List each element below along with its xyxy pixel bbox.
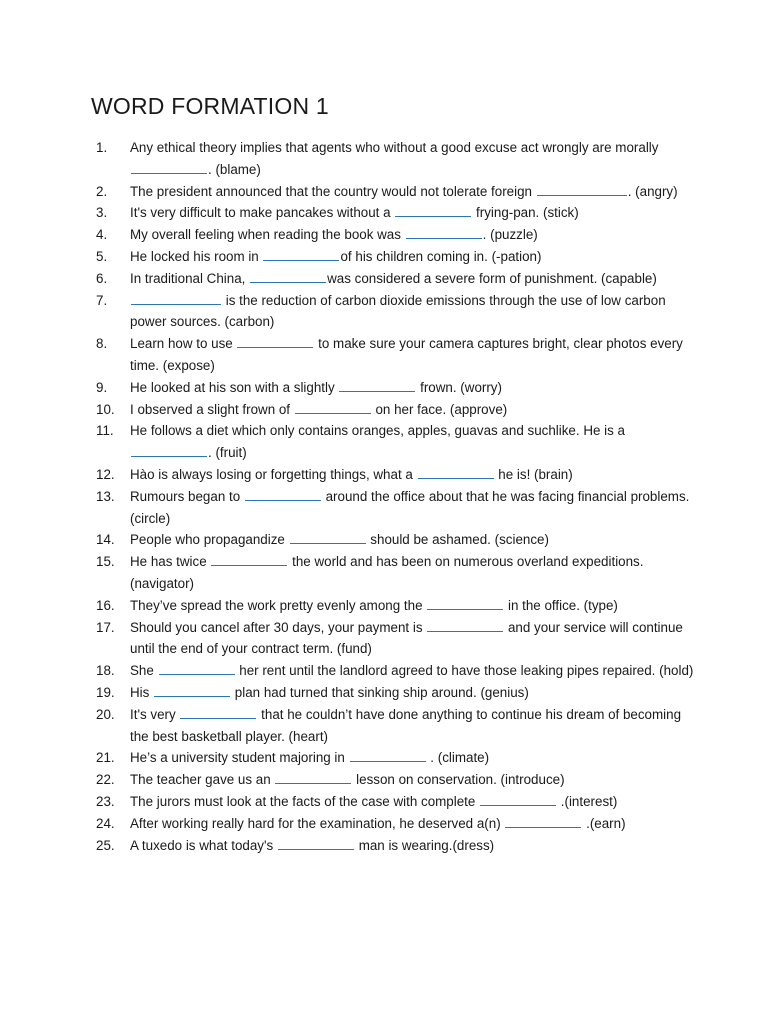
item-number: 19.: [96, 684, 115, 700]
exercise-item: [96, 835, 696, 857]
answer-blank[interactable]: [339, 378, 415, 392]
exercise-item: [96, 202, 696, 224]
answer-blank[interactable]: [505, 814, 581, 828]
exercise-list: [96, 137, 696, 856]
sentence-after-blank: around the office about that he was facing financial problems. (circle): [130, 488, 690, 526]
answer-blank[interactable]: [427, 618, 503, 632]
exercise-item: [96, 747, 696, 769]
item-text: [130, 420, 696, 464]
item-text: [130, 486, 696, 530]
sentence-after-blank: .(interest): [557, 793, 618, 809]
sentence-after-blank: frown. (worry): [416, 379, 502, 395]
sentence-before-blank: He follows a diet which only contains oranges, apples, guavas and suchlike. He is a: [130, 423, 625, 439]
item-number: 20.: [96, 706, 115, 722]
sentence-after-blank: . (angry): [627, 183, 678, 199]
item-number: 23.: [96, 793, 115, 809]
sentence-after-blank: and your service will continue until the end of your contract term. (fund): [130, 619, 683, 657]
answer-blank[interactable]: [131, 443, 207, 457]
exercise-item: [96, 791, 696, 813]
item-text: [130, 224, 696, 246]
sentence-before-blank: The teacher gave us an: [130, 772, 275, 788]
sentence-before-blank: He locked his room in: [130, 248, 263, 264]
item-number: 17.: [96, 619, 115, 635]
sentence-after-blank: her rent until the landlord agreed to have those leaking pipes repaired. (hold): [235, 663, 694, 679]
answer-blank[interactable]: [295, 400, 371, 414]
exercise-item: [96, 333, 696, 377]
item-text: [130, 791, 696, 813]
item-text: [130, 595, 696, 617]
exercise-item: [96, 377, 696, 399]
exercise-item: [96, 486, 696, 530]
item-text: [130, 377, 696, 399]
sentence-before-blank: The jurors must look at the facts of the case with complete: [130, 793, 480, 809]
sentence-after-blank: was considered a severe form of punishment. (capable): [327, 270, 657, 286]
item-number: 14.: [96, 532, 115, 548]
sentence-after-blank: . (puzzle): [482, 227, 538, 243]
exercise-item: [96, 399, 696, 421]
item-number: 4.: [96, 227, 108, 243]
exercise-item: [96, 290, 696, 334]
item-text: [130, 399, 696, 421]
item-number: 7.: [96, 292, 108, 308]
item-text: [130, 268, 696, 290]
item-number: 1.: [96, 140, 108, 155]
answer-blank[interactable]: [245, 487, 321, 501]
item-text: [130, 181, 696, 203]
exercise-item: [96, 181, 696, 203]
item-text: [130, 682, 696, 704]
sentence-after-blank: . (blame): [208, 161, 261, 177]
sentence-before-blank: Any ethical theory implies that agents who without a good excuse act wrongly are morally: [130, 140, 659, 155]
sentence-after-blank: . (climate): [426, 750, 490, 766]
item-text: [130, 617, 696, 661]
item-text: [130, 333, 696, 377]
answer-blank[interactable]: [131, 291, 221, 305]
item-number: 25.: [96, 837, 115, 853]
item-number: 2.: [96, 183, 108, 199]
answer-blank[interactable]: [350, 748, 426, 762]
sentence-before-blank: She: [130, 663, 158, 679]
sentence-after-blank: in the office. (type): [504, 597, 618, 613]
sentence-before-blank: Learn how to use: [130, 336, 237, 352]
item-number: 12.: [96, 466, 115, 482]
item-text: [130, 529, 696, 551]
answer-blank[interactable]: [418, 465, 494, 479]
exercise-item: [96, 660, 696, 682]
sentence-after-blank: on her face. (approve): [371, 401, 508, 417]
sentence-before-blank: In traditional China,: [130, 270, 250, 286]
answer-blank[interactable]: [131, 160, 207, 174]
item-text: [130, 551, 696, 595]
sentence-after-blank: he is! (brain): [494, 466, 573, 482]
sentence-before-blank: He looked at his son with a slightly: [130, 379, 339, 395]
sentence-after-blank: man is wearing.(dress): [354, 837, 495, 853]
item-text: [130, 835, 696, 857]
sentence-before-blank: My overall feeling when reading the book was: [130, 227, 405, 243]
item-text: [130, 202, 696, 224]
exercise-item: [96, 595, 696, 617]
answer-blank[interactable]: [159, 661, 235, 675]
sentence-before-blank: It's very: [130, 706, 180, 722]
page-title: WORD FORMATION 1: [91, 93, 329, 119]
sentence-before-blank: He’s a university student majoring in: [130, 750, 349, 766]
answer-blank[interactable]: [237, 334, 313, 348]
answer-blank[interactable]: [406, 225, 482, 239]
item-number: 6.: [96, 270, 108, 286]
answer-blank[interactable]: [250, 269, 326, 283]
exercise-item: [96, 617, 696, 661]
item-number: 21.: [96, 750, 115, 766]
sentence-after-blank: lesson on conservation. (introduce): [352, 772, 565, 788]
sentence-after-blank: plan had turned that sinking ship around. (genius): [231, 684, 529, 700]
sentence-before-blank: His: [130, 684, 154, 700]
item-number: 22.: [96, 772, 115, 788]
exercise-item: [96, 137, 696, 181]
item-number: 10.: [96, 401, 115, 417]
sentence-after-blank: the world and has been on numerous overland expeditions. (navigator): [130, 554, 644, 591]
exercise-item: [96, 246, 696, 268]
exercise-item: [96, 704, 696, 748]
exercise-item: [96, 813, 696, 835]
sentence-before-blank: I observed a slight frown of: [130, 401, 294, 417]
sentence-after-blank: . (fruit): [208, 445, 247, 461]
item-number: 24.: [96, 815, 115, 831]
answer-blank[interactable]: [263, 247, 339, 261]
exercise-item: [96, 551, 696, 595]
answer-blank[interactable]: [395, 203, 471, 217]
item-number: 3.: [96, 205, 108, 221]
sentence-before-blank: He has twice: [130, 554, 211, 570]
sentence-before-blank: Rumours began to: [130, 488, 244, 504]
exercise-item: [96, 268, 696, 290]
item-number: 13.: [96, 488, 115, 504]
item-text: [130, 769, 696, 791]
sentence-after-blank: should be ashamed. (science): [366, 532, 549, 548]
sentence-after-blank: .(earn): [582, 815, 626, 831]
exercise-item: [96, 682, 696, 704]
sentence-after-blank: frying-pan. (stick): [472, 205, 579, 221]
sentence-before-blank: They’ve spread the work pretty evenly among the: [130, 597, 427, 613]
item-text: [130, 464, 696, 486]
exercise-item: [96, 464, 696, 486]
item-text: [130, 813, 696, 835]
exercise-item: [96, 420, 696, 464]
sentence-after-blank: to make sure your camera captures bright, clear photos every time. (expose): [130, 336, 683, 373]
item-number: 8.: [96, 336, 108, 352]
item-number: 11.: [96, 423, 114, 439]
item-text: [130, 137, 696, 181]
sentence-after-blank: of his children coming in. (-pation): [340, 248, 542, 264]
item-text: [130, 660, 696, 682]
exercise-item: [96, 769, 696, 791]
item-number: 9.: [96, 379, 108, 395]
sentence-before-blank: A tuxedo is what today's: [130, 837, 277, 853]
exercise-item: [96, 529, 696, 551]
item-text: [130, 704, 696, 748]
item-number: 18.: [96, 663, 115, 679]
item-number: 5.: [96, 248, 108, 264]
sentence-after-blank: is the reduction of carbon dioxide emissions through the use of low carbon power sources. (carbon): [130, 292, 666, 330]
sentence-before-blank: The president announced that the country would not tolerate foreign: [130, 183, 536, 199]
answer-blank[interactable]: [278, 836, 354, 850]
item-text: [130, 246, 696, 268]
item-number: 15.: [96, 554, 115, 570]
sentence-before-blank: It's very difficult to make pancakes without a: [130, 205, 395, 221]
answer-blank[interactable]: [427, 596, 503, 610]
answer-blank[interactable]: [180, 705, 256, 719]
answer-blank[interactable]: [211, 552, 287, 566]
exercise-item: [96, 224, 696, 246]
item-text: [130, 290, 696, 334]
item-number: 16.: [96, 597, 115, 613]
answer-blank[interactable]: [275, 770, 351, 784]
sentence-after-blank: that he couldn’t have done anything to continue his dream of becoming the best basketball player. (heart): [130, 706, 682, 744]
sentence-before-blank: Should you cancel after 30 days, your payment is: [130, 619, 427, 635]
answer-blank[interactable]: [537, 182, 627, 196]
sentence-before-blank: People who propagandize: [130, 532, 289, 548]
answer-blank[interactable]: [480, 792, 556, 806]
answer-blank[interactable]: [154, 683, 230, 697]
item-text: [130, 747, 696, 769]
sentence-before-blank: After working really hard for the examination, he deserved a(n): [130, 815, 505, 831]
sentence-before-blank: Hào is always losing or forgetting things, what a: [130, 466, 417, 482]
answer-blank[interactable]: [290, 530, 366, 544]
